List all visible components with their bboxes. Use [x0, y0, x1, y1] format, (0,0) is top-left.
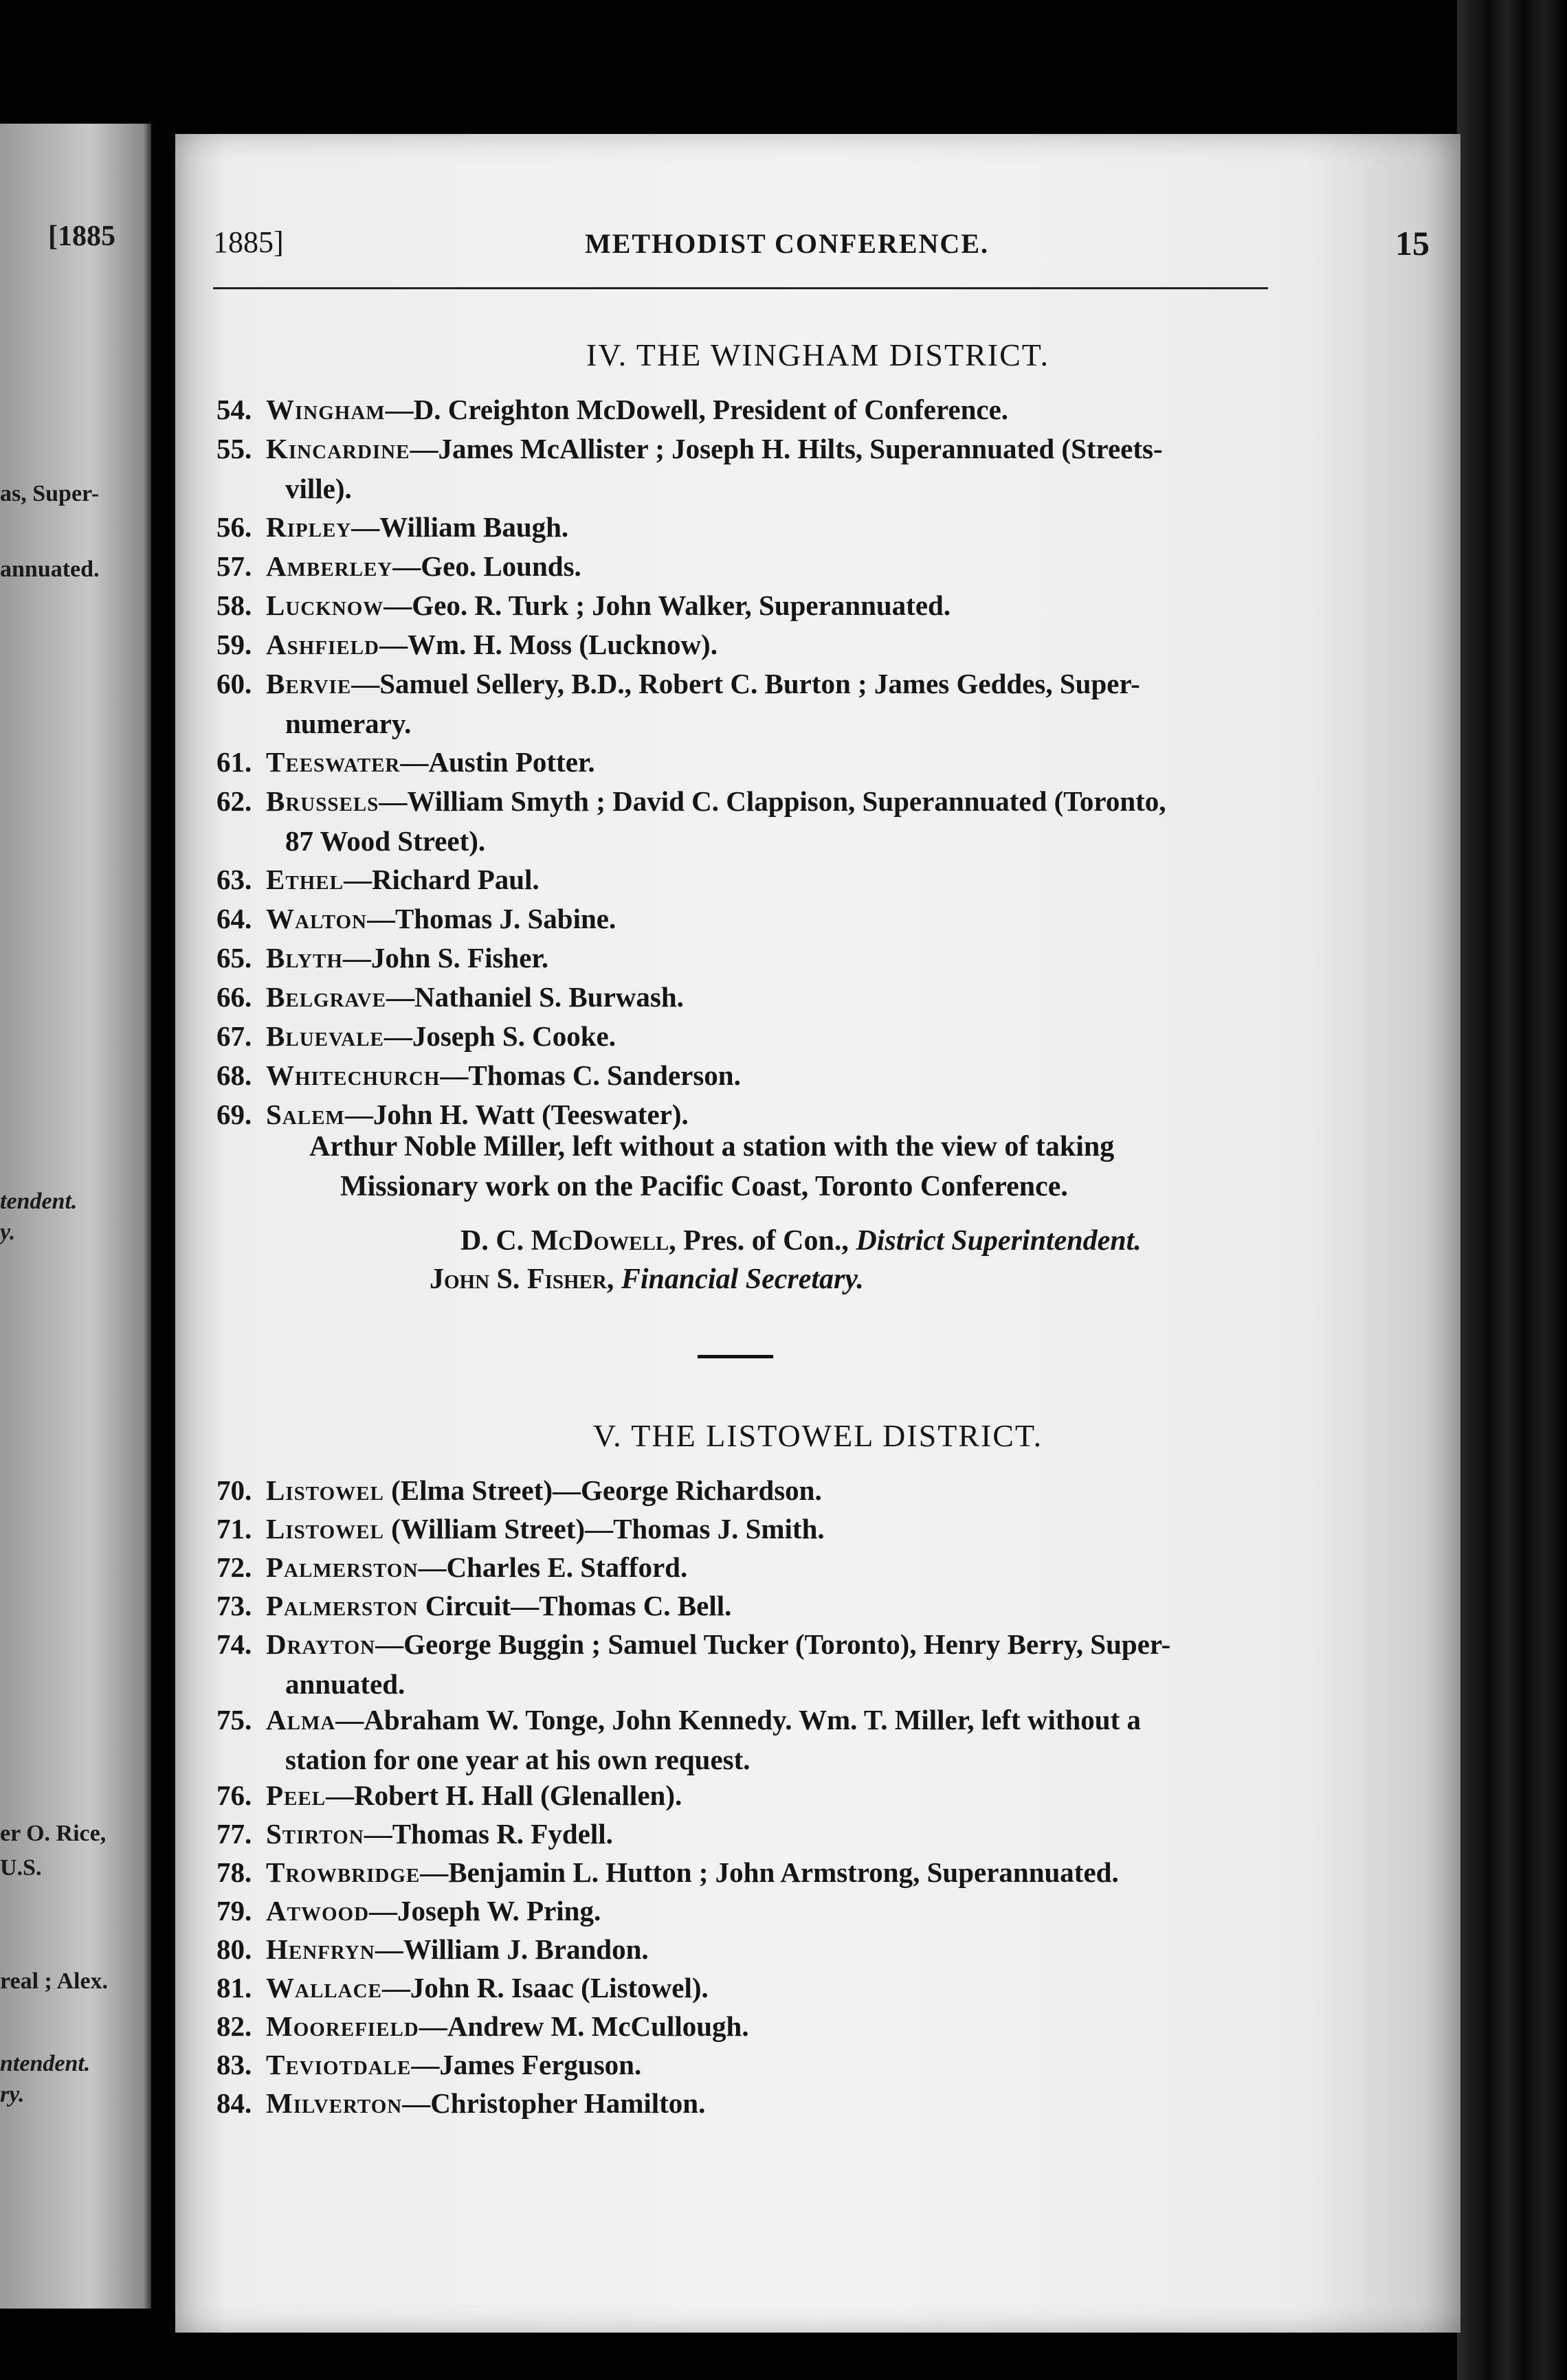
station-appointment: —Christopher Hamilton. — [402, 2087, 706, 2119]
station-entry — [216, 1509, 1275, 1549]
entry-number: 56. — [216, 511, 252, 543]
station-name: Blyth — [266, 942, 343, 974]
station-name: Henfryn — [266, 1933, 375, 1965]
station-name: Peel — [266, 1780, 326, 1811]
entry-number: 71. — [216, 1513, 252, 1545]
left-page-text: tendent. — [0, 1189, 78, 1214]
entry-number: 57. — [216, 550, 252, 582]
station-name: Belgrave — [266, 981, 387, 1013]
station-name: Wallace — [266, 1972, 382, 2003]
station-appointment: —Charles E. Stafford. — [418, 1551, 688, 1583]
station-entry — [216, 585, 1275, 625]
section-divider — [698, 1355, 773, 1358]
signature-line — [430, 1263, 864, 1296]
station-entry — [216, 1968, 1275, 2008]
station-appointment: —Nathaniel S. Burwash. — [386, 981, 684, 1013]
station-entry — [216, 2006, 1275, 2046]
district-heading: V. THE LISTOWEL DISTRICT. — [592, 1418, 1043, 1453]
station-name: Trowbridge — [266, 1856, 421, 1888]
left-page-text: as, Super- — [0, 481, 100, 506]
station-appointment: —James McAllister ; Joseph H. Hilts, Superannuated (Streets- — [410, 433, 1163, 464]
station-appointment: Circuit—Thomas C. Bell. — [418, 1590, 732, 1621]
station-appointment: —Joseph W. Pring. — [369, 1895, 601, 1927]
station-entry — [216, 1055, 1275, 1095]
station-name: Palmerston — [266, 1590, 419, 1621]
signatory-role: District Superintendent. — [856, 1225, 1142, 1257]
entry-number: 69. — [216, 1099, 252, 1130]
station-name: Listowel — [266, 1474, 384, 1506]
station-appointment: —Abraham W. Tonge, John Kennedy. Wm. T. Miller, left without a — [335, 1704, 1142, 1736]
left-page-text: y. — [0, 1220, 16, 1245]
station-name: Drayton — [266, 1628, 376, 1660]
entry-number: 59. — [216, 629, 252, 660]
station-entry — [216, 664, 1275, 743]
station-appointment: —Austin Potter. — [400, 746, 595, 778]
entry-continuation: station for one year at his own request. — [285, 1744, 751, 1775]
district-note — [309, 1127, 1271, 1206]
entry-number: 84. — [216, 2087, 252, 2119]
left-page-text: annuated. — [0, 557, 100, 582]
entry-number: 61. — [216, 746, 252, 778]
station-entry — [216, 2083, 1275, 2123]
entry-number: 73. — [216, 1590, 252, 1621]
station-name: Whitechurch — [266, 1059, 441, 1091]
station-appointment: —Thomas J. Sabine. — [366, 903, 616, 934]
station-entry — [216, 625, 1275, 664]
station-appointment: —John S. Fisher. — [342, 942, 549, 974]
station-name: Teeswater — [266, 746, 401, 778]
running-header — [213, 216, 1430, 271]
left-page-text: er O. Rice, — [0, 1821, 107, 1846]
station-entry — [216, 2045, 1275, 2085]
station-appointment: —William Baugh. — [351, 511, 569, 543]
entry-number: 62. — [216, 785, 252, 817]
entry-number: 58. — [216, 590, 252, 621]
station-appointment: —John H. Watt (Teeswater). — [344, 1099, 689, 1130]
station-appointment: —William J. Brandon. — [375, 1933, 649, 1965]
left-page-text: ntendent. — [0, 2051, 91, 2076]
station-appointment: —Andrew M. McCullough. — [419, 2010, 749, 2042]
station-entry — [216, 1624, 1275, 1704]
station-name: Atwood — [266, 1895, 370, 1927]
left-page-text: real ; Alex. — [0, 1968, 109, 1994]
station-entry — [216, 429, 1275, 508]
page-number: 15 — [1395, 224, 1430, 262]
signatory-name: John S. Fisher, — [430, 1264, 614, 1295]
station-entry — [216, 781, 1275, 861]
station-name: Kincardine — [266, 433, 410, 464]
entry-number: 74. — [216, 1628, 252, 1660]
station-entry — [216, 899, 1275, 939]
entry-number: 72. — [216, 1551, 252, 1583]
station-entry — [216, 1891, 1275, 1931]
station-entry — [216, 1814, 1275, 1854]
district-heading: IV. THE WINGHAM DISTRICT. — [586, 337, 1049, 372]
station-entry — [216, 1700, 1275, 1780]
left-page-fragment — [0, 124, 151, 2309]
station-entry — [216, 1775, 1275, 1815]
station-appointment: —James Ferguson. — [411, 2049, 642, 2080]
station-appointment: (Elma Street)—George Richardson. — [384, 1474, 822, 1506]
station-entry — [216, 977, 1275, 1017]
entry-number: 80. — [216, 1933, 252, 1965]
station-name: Listowel — [266, 1513, 384, 1545]
station-appointment: —Geo. Lounds. — [392, 550, 581, 582]
station-name: Lucknow — [266, 590, 384, 621]
entry-number: 81. — [216, 1972, 252, 2003]
signatory-title: Pres. of Con., — [676, 1225, 856, 1257]
station-name: Ripley — [266, 511, 352, 543]
station-name: Bluevale — [266, 1020, 384, 1052]
note-line: Missionary work on the Pacific Coast, Toronto Conference. — [340, 1171, 1068, 1202]
entry-number: 65. — [216, 942, 252, 974]
station-entry — [216, 860, 1275, 899]
station-name: Alma — [266, 1704, 336, 1736]
entry-number: 83. — [216, 2049, 252, 2080]
left-page-text: U.S. — [0, 1855, 42, 1881]
station-appointment: —Samuel Sellery, B.D., Robert C. Burton ; James Geddes, Super- — [351, 668, 1140, 699]
station-name: Stirton — [266, 1818, 364, 1850]
station-entry — [216, 546, 1275, 586]
station-entry — [216, 1016, 1275, 1056]
station-name: Teviotdale — [266, 2049, 412, 2080]
station-name: Wingham — [266, 394, 386, 425]
entry-number: 75. — [216, 1704, 252, 1736]
station-name: Bervie — [266, 668, 352, 699]
signatory-role: Financial Secretary. — [621, 1264, 864, 1295]
header-year: 1885] — [213, 225, 284, 259]
station-appointment: —Thomas R. Fydell. — [364, 1818, 613, 1850]
station-entry — [216, 1852, 1275, 1892]
entry-number: 76. — [216, 1780, 252, 1811]
station-name: Walton — [266, 903, 367, 934]
station-entry — [216, 1929, 1275, 1969]
station-entry — [216, 742, 1275, 782]
left-page-text: ry. — [0, 2082, 25, 2107]
station-entry — [216, 1547, 1275, 1587]
entry-number: 79. — [216, 1895, 252, 1927]
entry-number: 82. — [216, 2010, 252, 2042]
signature-line — [460, 1224, 1142, 1257]
book-edge — [1457, 0, 1567, 2380]
station-appointment: —Wm. H. Moss (Lucknow). — [379, 629, 718, 660]
entry-continuation: annuated. — [285, 1668, 405, 1700]
entry-number: 60. — [216, 668, 252, 699]
entry-number: 68. — [216, 1059, 252, 1091]
station-name: Ashfield — [266, 629, 379, 660]
entry-continuation: 87 Wood Street). — [285, 825, 486, 857]
station-name: Ethel — [266, 864, 344, 895]
entry-number: 63. — [216, 864, 252, 895]
station-appointment: —Geo. R. Turk ; John Walker, Superannuated. — [384, 590, 951, 621]
station-appointment: —Joseph S. Cooke. — [384, 1020, 616, 1052]
station-appointment: (William Street)—Thomas J. Smith. — [384, 1513, 825, 1545]
entry-number: 67. — [216, 1020, 252, 1052]
station-appointment: —Benjamin L. Hutton ; John Armstrong, Superannuated. — [420, 1856, 1119, 1888]
note-line: Arthur Noble Miller, left without a station with the view of taking — [309, 1131, 1115, 1163]
station-name: Brussels — [266, 785, 379, 817]
entry-number: 77. — [216, 1818, 252, 1850]
station-name: Moorefield — [266, 2010, 419, 2042]
station-appointment: —William Smyth ; David C. Clappison, Superannuated (Toronto, — [379, 785, 1166, 817]
station-appointment: —Robert H. Hall (Glenallen). — [326, 1780, 682, 1811]
station-appointment: —D. Creighton McDowell, President of Conference. — [385, 394, 1009, 425]
station-name: Amberley — [266, 550, 393, 582]
station-name: Milverton — [266, 2087, 403, 2119]
entry-continuation: numerary. — [285, 708, 412, 739]
station-name: Palmerston — [266, 1551, 419, 1583]
left-page-text: [1885 — [48, 221, 115, 252]
station-entry — [216, 390, 1275, 429]
station-appointment: —Thomas C. Sanderson. — [440, 1059, 741, 1091]
entry-number: 64. — [216, 903, 252, 934]
station-entry — [216, 1586, 1275, 1626]
station-appointment: —John R. Isaac (Listowel). — [381, 1972, 709, 2003]
header-rule — [213, 287, 1268, 289]
entry-number: 70. — [216, 1474, 252, 1506]
entry-number: 54. — [216, 394, 252, 425]
station-entry — [216, 1470, 1275, 1510]
entry-number: 66. — [216, 981, 252, 1013]
station-entry — [216, 507, 1275, 547]
entry-continuation: ville). — [285, 473, 352, 504]
signatory-name: D. C. McDowell, — [460, 1225, 676, 1257]
station-appointment: —George Buggin ; Samuel Tucker (Toronto), Henry Berry, Super- — [375, 1628, 1171, 1660]
station-name: Salem — [266, 1099, 345, 1130]
entry-number: 78. — [216, 1856, 252, 1888]
station-appointment: —Richard Paul. — [343, 864, 540, 895]
station-entry — [216, 938, 1275, 978]
entry-number: 55. — [216, 433, 252, 464]
header-title: METHODIST CONFERENCE. — [584, 228, 989, 259]
